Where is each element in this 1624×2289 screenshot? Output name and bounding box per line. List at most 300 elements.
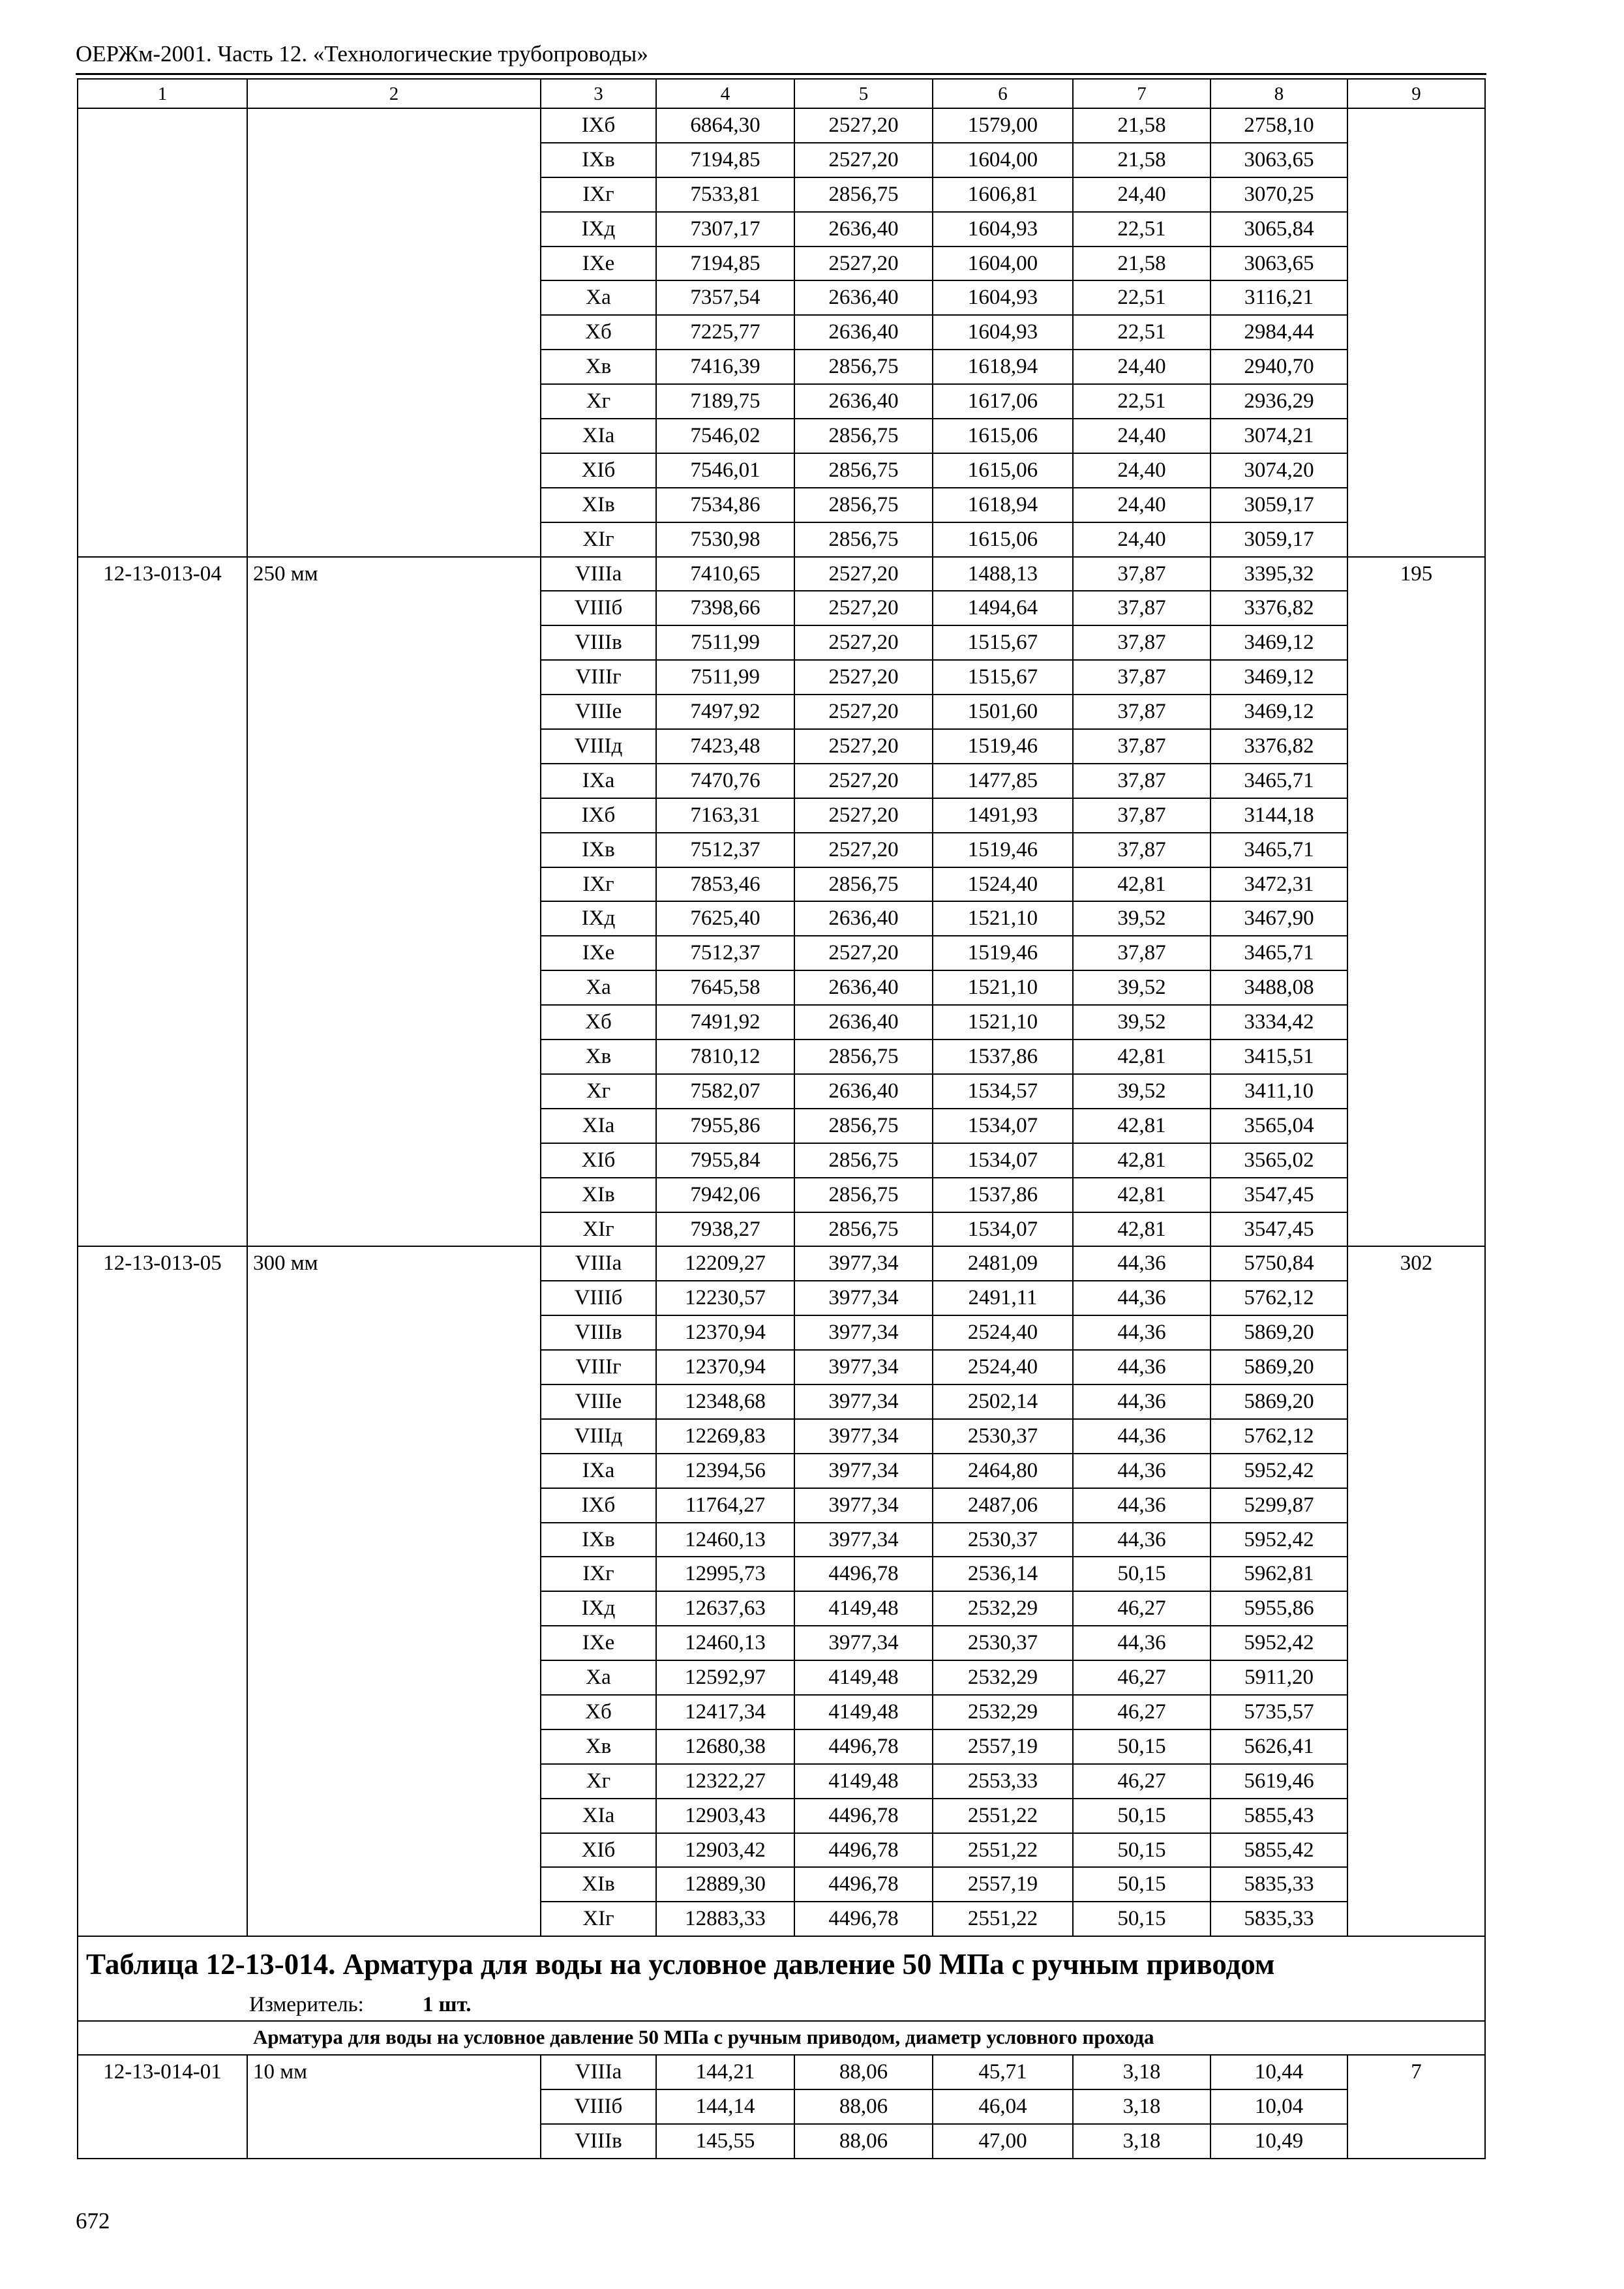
drivers-wages-cell: 22,51 [1073, 280, 1210, 315]
mass-cell [1347, 350, 1485, 384]
mass-cell [1347, 315, 1485, 350]
name-cell [247, 1799, 541, 1833]
machines-cell: 1477,85 [933, 764, 1073, 798]
machines-cell: 2530,37 [933, 1626, 1073, 1660]
class-cell: IXе [541, 936, 656, 970]
code-cell [78, 970, 247, 1005]
mass-cell [1347, 453, 1485, 488]
mass-cell [1347, 1419, 1485, 1454]
drivers-wages-cell: 3,18 [1073, 2124, 1210, 2159]
column-number: 5 [794, 79, 933, 108]
table-row [78, 1660, 1485, 1695]
wages-cell: 2856,75 [794, 488, 933, 522]
name-cell [247, 2089, 541, 2124]
code-cell [78, 729, 247, 764]
class-cell: VIIIг [541, 660, 656, 695]
materials-cell: 3547,45 [1210, 1212, 1347, 1247]
name-cell [247, 1660, 541, 1695]
name-cell [247, 1074, 541, 1109]
drivers-wages-cell: 44,36 [1073, 1419, 1210, 1454]
materials-cell: 5869,20 [1210, 1315, 1347, 1350]
mass-cell [1347, 108, 1485, 143]
column-number: 7 [1073, 79, 1210, 108]
drivers-wages-cell: 44,36 [1073, 1350, 1210, 1384]
materials-cell: 5735,57 [1210, 1695, 1347, 1729]
wages-cell: 3977,34 [794, 1315, 933, 1350]
machines-cell: 1615,06 [933, 453, 1073, 488]
name-cell [247, 1212, 541, 1247]
name-cell [247, 1729, 541, 1764]
drivers-wages-cell: 44,36 [1073, 1626, 1210, 1660]
class-cell: IXе [541, 247, 656, 281]
class-cell: Xа [541, 970, 656, 1005]
code-cell: 12-13-014-01 [78, 2055, 247, 2089]
total-cost-cell: 12209,27 [656, 1246, 794, 1281]
code-cell [78, 1005, 247, 1040]
machines-cell: 2557,19 [933, 1729, 1073, 1764]
machines-cell: 2487,06 [933, 1488, 1073, 1523]
mass-cell [1347, 1143, 1485, 1178]
materials-cell: 5911,20 [1210, 1660, 1347, 1695]
mass-cell [1347, 212, 1485, 247]
machines-cell: 1534,07 [933, 1143, 1073, 1178]
mass-cell [1347, 1350, 1485, 1384]
table-row [78, 1281, 1485, 1315]
machines-cell: 2553,33 [933, 1764, 1073, 1799]
name-cell [247, 1523, 541, 1557]
table-row [78, 108, 1485, 143]
table-row [78, 1729, 1485, 1764]
name-cell [247, 1488, 541, 1523]
machines-cell: 2530,37 [933, 1419, 1073, 1454]
column-number: 1 [78, 79, 247, 108]
class-cell: XIг [541, 1212, 656, 1247]
table-row [78, 2124, 1485, 2159]
table-row [78, 557, 1485, 591]
drivers-wages-cell: 46,27 [1073, 1660, 1210, 1695]
total-cost-cell: 12889,30 [656, 1867, 794, 1902]
code-cell [78, 867, 247, 902]
machines-cell: 1519,46 [933, 729, 1073, 764]
machines-cell: 45,71 [933, 2055, 1073, 2089]
column-number: 3 [541, 79, 656, 108]
wages-cell: 4496,78 [794, 1557, 933, 1591]
total-cost-cell: 12903,43 [656, 1799, 794, 1833]
total-cost-cell: 7853,46 [656, 867, 794, 902]
machines-cell: 2532,29 [933, 1695, 1073, 1729]
total-cost-cell: 7955,86 [656, 1109, 794, 1143]
name-cell [247, 177, 541, 212]
total-cost-cell: 144,14 [656, 2089, 794, 2124]
class-cell: VIIIе [541, 695, 656, 729]
wages-cell: 2527,20 [794, 247, 933, 281]
table-row [78, 1212, 1485, 1247]
class-cell: VIIIв [541, 1315, 656, 1350]
total-cost-cell: 7810,12 [656, 1040, 794, 1074]
materials-cell: 5869,20 [1210, 1384, 1347, 1419]
machines-cell: 1521,10 [933, 1005, 1073, 1040]
table-row [78, 764, 1485, 798]
drivers-wages-cell: 46,27 [1073, 1591, 1210, 1626]
mass-cell [1347, 1557, 1485, 1591]
column-number: 8 [1210, 79, 1347, 108]
class-cell: XIг [541, 1902, 656, 1936]
total-cost-cell: 7470,76 [656, 764, 794, 798]
mass-cell [1347, 1212, 1485, 1247]
machines-cell: 1519,46 [933, 833, 1073, 867]
table-row [78, 798, 1485, 833]
table-row [78, 867, 1485, 902]
machines-cell: 1537,86 [933, 1178, 1073, 1212]
machines-cell: 2551,22 [933, 1799, 1073, 1833]
mass-cell [1347, 1178, 1485, 1212]
code-cell [78, 1867, 247, 1902]
total-cost-cell: 12370,94 [656, 1350, 794, 1384]
table-row [78, 970, 1485, 1005]
materials-cell: 10,44 [1210, 2055, 1347, 2089]
mass-cell [1347, 1109, 1485, 1143]
name-cell: 250 мм [247, 557, 541, 591]
machines-cell: 1519,46 [933, 936, 1073, 970]
code-cell [78, 936, 247, 970]
table-row [78, 419, 1485, 453]
table-row [78, 729, 1485, 764]
table-row [78, 591, 1485, 625]
table-row [78, 1764, 1485, 1799]
price-table-wrap [77, 78, 1484, 2159]
class-cell: IXб [541, 108, 656, 143]
class-cell: VIIIв [541, 625, 656, 660]
mass-cell [1347, 729, 1485, 764]
drivers-wages-cell: 50,15 [1073, 1867, 1210, 1902]
code-cell [78, 1660, 247, 1695]
mass-cell: 7 [1347, 2055, 1485, 2089]
drivers-wages-cell: 42,81 [1073, 1143, 1210, 1178]
drivers-wages-cell: 39,52 [1073, 901, 1210, 936]
wages-cell: 2856,75 [794, 1212, 933, 1247]
drivers-wages-cell: 50,15 [1073, 1902, 1210, 1936]
drivers-wages-cell: 44,36 [1073, 1523, 1210, 1557]
mass-cell: 195 [1347, 557, 1485, 591]
drivers-wages-cell: 37,87 [1073, 729, 1210, 764]
mass-cell [1347, 1005, 1485, 1040]
name-cell [247, 660, 541, 695]
column-number: 2 [247, 79, 541, 108]
name-cell [247, 1626, 541, 1660]
page-number: 672 [76, 2208, 110, 2234]
table-row [78, 280, 1485, 315]
drivers-wages-cell: 50,15 [1073, 1729, 1210, 1764]
drivers-wages-cell: 44,36 [1073, 1281, 1210, 1315]
materials-cell: 3469,12 [1210, 695, 1347, 729]
table-title: Таблица 12-13-014. Арматура для воды на условное давление 50 МПа с ручным приводом [78, 1936, 1485, 1992]
code-cell [78, 247, 247, 281]
name-cell [247, 1384, 541, 1419]
total-cost-cell: 7307,17 [656, 212, 794, 247]
materials-cell: 5955,86 [1210, 1591, 1347, 1626]
mass-cell [1347, 2124, 1485, 2159]
machines-cell: 1615,06 [933, 419, 1073, 453]
table-row [78, 247, 1485, 281]
class-cell: IXд [541, 212, 656, 247]
mass-cell [1347, 867, 1485, 902]
wages-cell: 4496,78 [794, 1833, 933, 1868]
materials-cell: 3467,90 [1210, 901, 1347, 936]
name-cell [247, 1764, 541, 1799]
total-cost-cell: 7534,86 [656, 488, 794, 522]
table-row [78, 1626, 1485, 1660]
materials-cell: 3059,17 [1210, 522, 1347, 557]
wages-cell: 2527,20 [794, 798, 933, 833]
machines-cell: 2524,40 [933, 1350, 1073, 1384]
code-cell [78, 177, 247, 212]
class-cell: VIIIб [541, 591, 656, 625]
materials-cell: 5952,42 [1210, 1454, 1347, 1488]
wages-cell: 2636,40 [794, 970, 933, 1005]
machines-cell: 1604,00 [933, 143, 1073, 177]
mass-cell [1347, 1902, 1485, 1936]
name-cell [247, 1281, 541, 1315]
name-cell [247, 833, 541, 867]
mass-cell [1347, 591, 1485, 625]
drivers-wages-cell: 42,81 [1073, 1109, 1210, 1143]
code-cell [78, 591, 247, 625]
table-row [78, 1005, 1485, 1040]
drivers-wages-cell: 50,15 [1073, 1799, 1210, 1833]
wages-cell: 4496,78 [794, 1867, 933, 1902]
class-cell: VIIIд [541, 1419, 656, 1454]
drivers-wages-cell: 39,52 [1073, 1005, 1210, 1040]
code-cell [78, 2124, 247, 2159]
mass-cell [1347, 764, 1485, 798]
class-cell: XIб [541, 1143, 656, 1178]
class-cell: Xв [541, 1729, 656, 1764]
name-cell [247, 901, 541, 936]
table-row [78, 695, 1485, 729]
materials-cell: 3116,21 [1210, 280, 1347, 315]
machines-cell: 2530,37 [933, 1523, 1073, 1557]
total-cost-cell: 7357,54 [656, 280, 794, 315]
total-cost-cell: 7582,07 [656, 1074, 794, 1109]
machines-cell: 2536,14 [933, 1557, 1073, 1591]
mass-cell [1347, 833, 1485, 867]
machines-cell: 2551,22 [933, 1902, 1073, 1936]
name-cell [247, 591, 541, 625]
total-cost-cell: 12417,34 [656, 1695, 794, 1729]
name-cell [247, 625, 541, 660]
code-cell [78, 212, 247, 247]
drivers-wages-cell: 44,36 [1073, 1488, 1210, 1523]
code-cell [78, 2089, 247, 2124]
code-cell [78, 453, 247, 488]
total-cost-cell: 7546,01 [656, 453, 794, 488]
table-row [78, 1523, 1485, 1557]
wages-cell: 88,06 [794, 2124, 933, 2159]
total-cost-cell: 7225,77 [656, 315, 794, 350]
materials-cell: 2758,10 [1210, 108, 1347, 143]
machines-cell: 2524,40 [933, 1315, 1073, 1350]
drivers-wages-cell: 37,87 [1073, 764, 1210, 798]
class-cell: IXд [541, 1591, 656, 1626]
name-cell [247, 1591, 541, 1626]
machines-cell: 2551,22 [933, 1833, 1073, 1868]
name-cell [247, 970, 541, 1005]
machines-cell: 47,00 [933, 2124, 1073, 2159]
table-row [78, 1109, 1485, 1143]
name-cell [247, 488, 541, 522]
machines-cell: 1606,81 [933, 177, 1073, 212]
mass-cell [1347, 1488, 1485, 1523]
name-cell: 10 мм [247, 2055, 541, 2089]
materials-cell: 5619,46 [1210, 1764, 1347, 1799]
code-cell [78, 143, 247, 177]
machines-cell: 1604,93 [933, 280, 1073, 315]
class-cell: Xв [541, 350, 656, 384]
wages-cell: 88,06 [794, 2089, 933, 2124]
name-cell [247, 419, 541, 453]
code-cell [78, 1419, 247, 1454]
total-cost-cell: 12460,13 [656, 1523, 794, 1557]
code-cell [78, 419, 247, 453]
class-cell: Xг [541, 1074, 656, 1109]
wages-cell: 3977,34 [794, 1384, 933, 1419]
code-cell [78, 1074, 247, 1109]
code-cell [78, 1523, 247, 1557]
drivers-wages-cell: 42,81 [1073, 1040, 1210, 1074]
materials-cell: 3065,84 [1210, 212, 1347, 247]
mass-cell [1347, 1867, 1485, 1902]
total-cost-cell: 12460,13 [656, 1626, 794, 1660]
total-cost-cell: 12883,33 [656, 1902, 794, 1936]
table-row [78, 2055, 1485, 2089]
class-cell: XIв [541, 488, 656, 522]
class-cell: Xг [541, 1764, 656, 1799]
code-cell [78, 1454, 247, 1488]
machines-cell: 1521,10 [933, 901, 1073, 936]
wages-cell: 2527,20 [794, 660, 933, 695]
drivers-wages-cell: 24,40 [1073, 488, 1210, 522]
machines-cell: 2532,29 [933, 1591, 1073, 1626]
class-cell: IXг [541, 867, 656, 902]
name-cell [247, 1557, 541, 1591]
code-cell [78, 280, 247, 315]
wages-cell: 3977,34 [794, 1626, 933, 1660]
code-cell [78, 1799, 247, 1833]
mass-cell [1347, 1799, 1485, 1833]
code-cell [78, 695, 247, 729]
name-cell [247, 1109, 541, 1143]
code-cell [78, 522, 247, 557]
mass-cell [1347, 970, 1485, 1005]
class-cell: VIIIа [541, 557, 656, 591]
mass-cell: 302 [1347, 1246, 1485, 1281]
name-cell [247, 764, 541, 798]
total-cost-cell: 12903,42 [656, 1833, 794, 1868]
page-header: ОЕРЖм-2001. Часть 12. «Технологические трубопроводы» [76, 41, 648, 67]
total-cost-cell: 7194,85 [656, 143, 794, 177]
mass-cell [1347, 247, 1485, 281]
mass-cell [1347, 1695, 1485, 1729]
class-cell: VIIIа [541, 2055, 656, 2089]
name-cell [247, 2124, 541, 2159]
code-cell [78, 1764, 247, 1799]
class-cell: XIб [541, 1833, 656, 1868]
mass-cell [1347, 1729, 1485, 1764]
mass-cell [1347, 1074, 1485, 1109]
class-cell: XIа [541, 1799, 656, 1833]
subtitle-cell [78, 2021, 1485, 2055]
materials-cell: 3465,71 [1210, 764, 1347, 798]
class-cell: VIIIб [541, 2089, 656, 2124]
name-cell [247, 1040, 541, 1074]
table-row [78, 1350, 1485, 1384]
drivers-wages-cell: 24,40 [1073, 350, 1210, 384]
table-row [78, 143, 1485, 177]
total-cost-cell: 7942,06 [656, 1178, 794, 1212]
materials-cell: 5750,84 [1210, 1246, 1347, 1281]
wages-cell: 4496,78 [794, 1902, 933, 1936]
wages-cell: 3977,34 [794, 1419, 933, 1454]
table-row [78, 833, 1485, 867]
materials-cell: 3465,71 [1210, 936, 1347, 970]
total-cost-cell: 11764,27 [656, 1488, 794, 1523]
wages-cell: 2856,75 [794, 1040, 933, 1074]
name-cell [247, 247, 541, 281]
class-cell: Xа [541, 280, 656, 315]
machines-cell: 1618,94 [933, 350, 1073, 384]
name-cell [247, 212, 541, 247]
wages-cell: 2636,40 [794, 315, 933, 350]
materials-cell: 3488,08 [1210, 970, 1347, 1005]
wages-cell: 88,06 [794, 2055, 933, 2089]
materials-cell: 5855,43 [1210, 1799, 1347, 1833]
total-cost-cell: 12680,38 [656, 1729, 794, 1764]
drivers-wages-cell: 46,27 [1073, 1764, 1210, 1799]
code-cell [78, 660, 247, 695]
table-row [78, 1384, 1485, 1419]
mass-cell [1347, 384, 1485, 419]
materials-cell: 5762,12 [1210, 1281, 1347, 1315]
subtitle-text: Арматура для воды на условное давление 50 МПа с ручным приводом, диаметр условного прохода [253, 2026, 1154, 2049]
column-numbers-row [78, 79, 1485, 108]
machines-cell: 1515,67 [933, 625, 1073, 660]
class-cell: Xг [541, 384, 656, 419]
materials-cell: 3063,65 [1210, 247, 1347, 281]
drivers-wages-cell: 37,87 [1073, 833, 1210, 867]
class-cell: IXб [541, 1488, 656, 1523]
name-cell [247, 1867, 541, 1902]
name-cell [247, 1454, 541, 1488]
name-cell [247, 453, 541, 488]
class-cell: XIв [541, 1867, 656, 1902]
code-cell [78, 1557, 247, 1591]
wages-cell: 4149,48 [794, 1591, 933, 1626]
drivers-wages-cell: 39,52 [1073, 970, 1210, 1005]
code-cell [78, 1315, 247, 1350]
materials-cell: 3059,17 [1210, 488, 1347, 522]
total-cost-cell: 12370,94 [656, 1315, 794, 1350]
wages-cell: 2527,20 [794, 764, 933, 798]
wages-cell: 3977,34 [794, 1454, 933, 1488]
table-row [78, 1143, 1485, 1178]
mass-cell [1347, 2089, 1485, 2124]
total-cost-cell: 7530,98 [656, 522, 794, 557]
mass-cell [1347, 660, 1485, 695]
mass-cell [1347, 1591, 1485, 1626]
materials-cell: 3074,20 [1210, 453, 1347, 488]
class-cell: Xб [541, 315, 656, 350]
total-cost-cell: 7423,48 [656, 729, 794, 764]
